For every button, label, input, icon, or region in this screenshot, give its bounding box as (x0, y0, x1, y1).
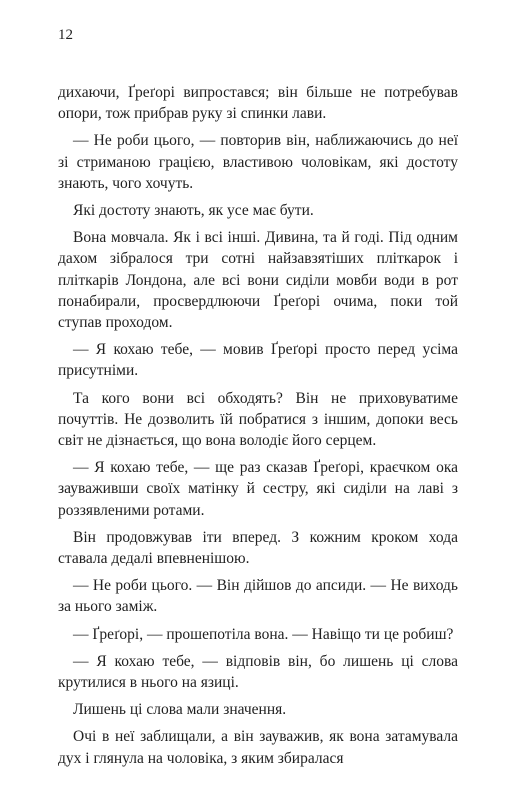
paragraph-dialogue: — Не роби цього, — повторив він, наближаючись до неї зі стриманою грацією, властивою чоловікам, які достоту знають, чого хочуть. (58, 132, 458, 192)
page-number: 12 (58, 27, 73, 43)
paragraph-dialogue: — Я кохаю тебе, — відповів він, бо лишень ці слова крутилися в нього на язиці. (58, 652, 458, 692)
paragraph-dialogue: — Я кохаю тебе, — мовив Ґреґорі просто перед усіма присутніми. (58, 341, 458, 380)
paragraph: Лишень ці слова мали значення. (73, 701, 287, 719)
paragraph: Очі в неї заблищали, а він зауважив, як вона затамувала дух і глянула на чоловіка, з яким збиралася (58, 728, 458, 767)
paragraph-continued: дихаючи, Ґреґорі випростався; він більше не потребував опори, тож прибрав руку зі спинки лави. (58, 84, 458, 123)
paragraph-dialogue: — Я кохаю тебе, — ще раз сказав Ґреґорі, краєчком ока зауваживши своїх матінку й сестру, які сиділи на лаві з роззявленими ротами. (58, 459, 458, 519)
paragraph-dialogue: — Ґреґорі, — прошепотіла вона. — Навіщо ти це робиш? (73, 625, 454, 643)
paragraph: Він продовжував іти вперед. З кожним кроком хода ставала дедалі впевненішою. (58, 528, 458, 568)
paragraph: Та кого вони всі обходять? Він не приховуватиме почуттів. Не дозволить їй побратися з іншим, допоки весь світ не дізнається, що вона володіє його серцем. (58, 389, 458, 450)
paragraph: Вона мовчала. Як і всі інші. Дивина, та й годі. Під одним дахом зібралося три сотні найзавзятіших пліткарок і пліткарів Лондона, але всі вони сиділи мовби води в рот понабирали, просвердлюючи Ґреґорі очима, поки той ступав проходом. (58, 229, 458, 332)
paragraph: Які достоту знають, як усе має бути. (73, 202, 314, 220)
paragraph-dialogue: — Не роби цього. — Він дійшов до апсиди. — Не виходь за нього заміж. (58, 577, 458, 616)
page-body (58, 82, 458, 769)
